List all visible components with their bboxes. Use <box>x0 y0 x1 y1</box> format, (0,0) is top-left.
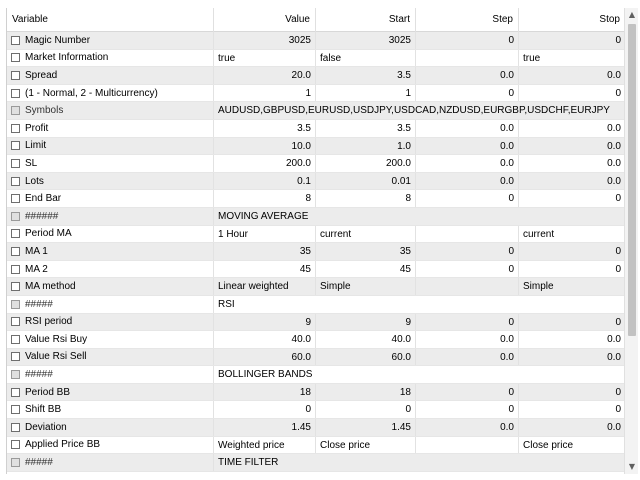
optimize-checkbox[interactable] <box>11 194 20 203</box>
stop-cell[interactable]: 0.0 <box>607 122 621 134</box>
stop-cell[interactable]: 0 <box>615 404 621 416</box>
optimize-checkbox[interactable] <box>11 229 20 238</box>
variable-name: Period MA <box>25 228 72 240</box>
optimize-checkbox[interactable] <box>11 247 20 256</box>
grid-rows <box>7 32 624 472</box>
variable-name: Lots <box>25 175 44 187</box>
value-cell[interactable]: 3025 <box>214 32 316 49</box>
table-row[interactable] <box>7 243 624 261</box>
stop-cell[interactable]: Simple <box>523 281 554 293</box>
value-cell[interactable]: Weighted price <box>214 437 316 454</box>
stop-cell[interactable]: current <box>523 228 555 240</box>
table-row[interactable] <box>7 314 624 332</box>
table-row[interactable] <box>7 437 624 455</box>
variable-name: SL <box>25 157 38 169</box>
section-value-cell: RSI <box>218 298 235 310</box>
variable-cell <box>7 102 214 119</box>
variable-cell <box>7 243 214 260</box>
variable-name: Deviation <box>25 421 67 433</box>
step-cell[interactable]: 0 <box>416 243 519 260</box>
step-cell[interactable]: 0 <box>416 85 519 102</box>
variable-cell <box>7 349 214 366</box>
value-cell[interactable]: 40.0 <box>214 331 316 348</box>
optimize-checkbox[interactable] <box>11 36 20 45</box>
step-cell[interactable]: 0.0 <box>416 331 519 348</box>
table-row[interactable] <box>7 190 624 208</box>
variable-cell <box>7 366 214 383</box>
table-row[interactable] <box>7 331 624 349</box>
variable-cell <box>7 437 214 454</box>
table-row[interactable] <box>7 85 624 103</box>
step-cell[interactable]: 0.0 <box>416 173 519 190</box>
step-cell[interactable]: 0 <box>416 314 519 331</box>
stop-cell[interactable]: 0 <box>615 246 621 258</box>
start-cell[interactable]: 0 <box>316 401 416 418</box>
table-row[interactable] <box>7 226 624 244</box>
stop-cell[interactable]: 0.0 <box>607 140 621 152</box>
variable-name: Applied Price BB <box>25 439 101 451</box>
variable-name: End Bar <box>25 193 62 205</box>
variable-cell <box>7 155 214 172</box>
variable-cell <box>7 208 214 225</box>
optimize-checkbox[interactable] <box>11 89 20 98</box>
column-header-step[interactable]: Step <box>416 8 519 32</box>
variable-name: Profit <box>25 122 49 134</box>
step-cell[interactable] <box>416 278 519 295</box>
step-cell[interactable]: 0.0 <box>416 120 519 137</box>
value-cell[interactable]: 20.0 <box>214 67 316 84</box>
variable-name: Magic Number <box>25 34 91 46</box>
stop-cell[interactable]: 0 <box>615 35 621 46</box>
table-row[interactable] <box>7 138 624 156</box>
optimize-checkbox[interactable] <box>11 405 20 414</box>
start-cell[interactable]: 60.0 <box>316 349 416 366</box>
variable-cell <box>7 296 214 313</box>
variable-name: Value Rsi Sell <box>25 351 87 363</box>
inputs-grid <box>6 8 624 474</box>
table-row[interactable] <box>7 102 624 120</box>
variable-cell <box>7 50 214 67</box>
variable-name: ##### <box>25 457 53 469</box>
optimize-checkbox[interactable] <box>11 71 20 80</box>
step-cell[interactable]: 0.0 <box>416 67 519 84</box>
optimize-checkbox[interactable] <box>11 388 20 397</box>
start-cell[interactable]: 45 <box>316 261 416 278</box>
variable-cell <box>7 384 214 401</box>
value-cell[interactable]: 8 <box>214 190 316 207</box>
value-cell[interactable]: 60.0 <box>214 349 316 366</box>
variable-cell <box>7 278 214 295</box>
value-cell[interactable]: 18 <box>214 384 316 401</box>
stop-cell[interactable]: 0 <box>615 386 621 398</box>
scroll-up-arrow-icon[interactable]: ▲ <box>628 10 636 19</box>
variable-name: Limit <box>25 140 47 152</box>
column-header-stop[interactable]: Stop <box>599 14 620 25</box>
variable-cell <box>7 454 214 471</box>
stop-cell[interactable]: 0.0 <box>607 175 621 187</box>
optimize-checkbox[interactable] <box>11 265 20 274</box>
start-cell[interactable]: false <box>316 50 416 67</box>
grid-header <box>7 8 624 32</box>
variable-name: Symbols <box>25 105 64 117</box>
optimize-checkbox <box>11 212 20 221</box>
table-row[interactable] <box>7 419 624 437</box>
variable-name: MA method <box>25 281 76 293</box>
value-cell[interactable]: Linear weighted <box>214 278 316 295</box>
variable-cell <box>7 85 214 102</box>
table-row[interactable] <box>7 366 624 384</box>
start-cell[interactable]: Simple <box>316 278 416 295</box>
stop-cell[interactable]: 0.0 <box>607 70 621 82</box>
start-cell[interactable]: 3025 <box>316 32 416 49</box>
section-value-cell: TIME FILTER <box>218 457 279 469</box>
step-cell[interactable] <box>416 50 519 67</box>
variable-name: (1 - Normal, 2 - Multicurrency) <box>25 87 158 99</box>
stop-cell[interactable]: Close price <box>523 439 574 451</box>
section-value-cell: AUDUSD,GBPUSD,EURUSD,USDJPY,USDCAD,NZDUSD,EURGBP,USDCHF,EURJPY <box>218 105 610 117</box>
value-cell[interactable]: true <box>214 50 316 67</box>
optimize-checkbox[interactable] <box>11 141 20 150</box>
optimize-checkbox <box>11 106 20 115</box>
stop-cell[interactable]: true <box>523 52 541 64</box>
step-cell[interactable] <box>416 437 519 454</box>
start-cell[interactable]: 0.01 <box>316 173 416 190</box>
variable-name: Shift BB <box>25 404 62 416</box>
section-value-cell: BOLLINGER BANDS <box>218 369 313 381</box>
variable-name: ##### <box>25 369 53 381</box>
variable-cell <box>7 261 214 278</box>
table-row[interactable] <box>7 384 624 402</box>
stop-cell[interactable]: 0.0 <box>607 158 621 170</box>
optimize-checkbox[interactable] <box>11 423 20 432</box>
start-cell[interactable]: 200.0 <box>316 155 416 172</box>
start-cell[interactable]: 1 <box>316 85 416 102</box>
value-cell[interactable]: 1 <box>214 85 316 102</box>
variable-cell <box>7 314 214 331</box>
start-cell[interactable]: 8 <box>316 190 416 207</box>
step-cell[interactable]: 0.0 <box>416 138 519 155</box>
optimize-checkbox[interactable] <box>11 440 20 449</box>
variable-cell <box>7 190 214 207</box>
variable-name: Market Information <box>25 52 109 64</box>
table-row[interactable] <box>7 296 624 314</box>
start-cell[interactable]: 1.45 <box>316 419 416 436</box>
variable-cell <box>7 120 214 137</box>
variable-cell <box>7 419 214 436</box>
column-header-variable[interactable]: Variable <box>7 8 214 32</box>
variable-cell <box>7 67 214 84</box>
stop-cell[interactable]: 0 <box>615 87 621 99</box>
table-row[interactable] <box>7 208 624 226</box>
step-cell[interactable]: 0 <box>416 384 519 401</box>
step-cell[interactable]: 0.0 <box>416 419 519 436</box>
optimize-checkbox[interactable] <box>11 159 20 168</box>
table-row[interactable] <box>7 349 624 367</box>
variable-name: Period BB <box>25 386 71 398</box>
stop-cell[interactable]: 0 <box>615 316 621 328</box>
value-cell[interactable]: 3.5 <box>214 120 316 137</box>
step-cell[interactable]: 0.0 <box>416 155 519 172</box>
variable-name: ##### <box>25 298 53 310</box>
start-cell[interactable]: 35 <box>316 243 416 260</box>
start-cell[interactable]: 40.0 <box>316 331 416 348</box>
value-cell[interactable]: 1.45 <box>214 419 316 436</box>
variable-name: Value Rsi Buy <box>25 333 88 345</box>
value-cell[interactable]: 45 <box>214 261 316 278</box>
table-row[interactable] <box>7 155 624 173</box>
variable-cell <box>7 226 214 243</box>
optimize-checkbox <box>11 370 20 379</box>
optimize-checkbox[interactable] <box>11 53 20 62</box>
stop-cell[interactable]: 0.0 <box>607 334 621 346</box>
table-row[interactable] <box>7 50 624 68</box>
stop-cell[interactable]: 0 <box>615 193 621 205</box>
section-value-cell: MOVING AVERAGE <box>218 210 309 222</box>
step-cell[interactable]: 0 <box>416 32 519 49</box>
variable-cell <box>7 331 214 348</box>
start-cell[interactable]: 3.5 <box>316 67 416 84</box>
step-cell[interactable]: 0 <box>416 190 519 207</box>
table-row[interactable] <box>7 120 624 138</box>
variable-name: MA 1 <box>25 245 48 257</box>
table-row[interactable] <box>7 261 624 279</box>
optimize-checkbox[interactable] <box>11 352 20 361</box>
start-cell[interactable]: 3.5 <box>316 120 416 137</box>
table-row[interactable] <box>7 401 624 419</box>
variable-cell <box>7 138 214 155</box>
optimize-checkbox[interactable] <box>11 317 20 326</box>
optimize-checkbox <box>11 300 20 309</box>
variable-cell <box>7 401 214 418</box>
value-cell[interactable]: 10.0 <box>214 138 316 155</box>
step-cell[interactable]: 0 <box>416 401 519 418</box>
column-header-value[interactable]: Value <box>214 8 316 32</box>
stop-cell[interactable]: 0 <box>615 263 621 275</box>
value-cell[interactable]: 35 <box>214 243 316 260</box>
table-row[interactable] <box>7 32 624 50</box>
start-cell[interactable]: 9 <box>316 314 416 331</box>
value-cell[interactable]: 1 Hour <box>214 226 316 243</box>
column-header-start[interactable]: Start <box>316 8 416 32</box>
start-cell[interactable]: Close price <box>316 437 416 454</box>
value-cell[interactable]: 0.1 <box>214 173 316 190</box>
step-cell[interactable] <box>416 226 519 243</box>
variable-cell <box>7 32 214 49</box>
start-cell[interactable]: current <box>316 226 416 243</box>
table-row[interactable] <box>7 67 624 85</box>
optimize-checkbox[interactable] <box>11 282 20 291</box>
step-cell[interactable]: 0 <box>416 261 519 278</box>
start-cell[interactable]: 1.0 <box>316 138 416 155</box>
scrollbar-thumb[interactable] <box>628 24 636 336</box>
vertical-scrollbar[interactable] <box>624 8 638 474</box>
optimize-checkbox[interactable] <box>11 124 20 133</box>
optimize-checkbox[interactable] <box>11 177 20 186</box>
scroll-down-arrow-icon[interactable]: ▼ <box>628 462 636 471</box>
start-cell[interactable]: 18 <box>316 384 416 401</box>
stop-cell[interactable]: 0.0 <box>607 422 621 434</box>
variable-name: RSI period <box>25 316 73 328</box>
value-cell[interactable]: 9 <box>214 314 316 331</box>
table-row[interactable] <box>7 278 624 296</box>
variable-name: MA 2 <box>25 263 48 275</box>
variable-name: Spread <box>25 69 58 81</box>
step-cell[interactable]: 0.0 <box>416 349 519 366</box>
value-cell[interactable]: 0 <box>214 401 316 418</box>
stop-cell[interactable]: 0.0 <box>607 351 621 363</box>
optimize-checkbox[interactable] <box>11 335 20 344</box>
optimize-checkbox <box>11 458 20 467</box>
variable-cell <box>7 173 214 190</box>
value-cell[interactable]: 200.0 <box>214 155 316 172</box>
variable-name: ###### <box>25 210 59 222</box>
table-row[interactable] <box>7 173 624 191</box>
table-row[interactable] <box>7 454 624 472</box>
